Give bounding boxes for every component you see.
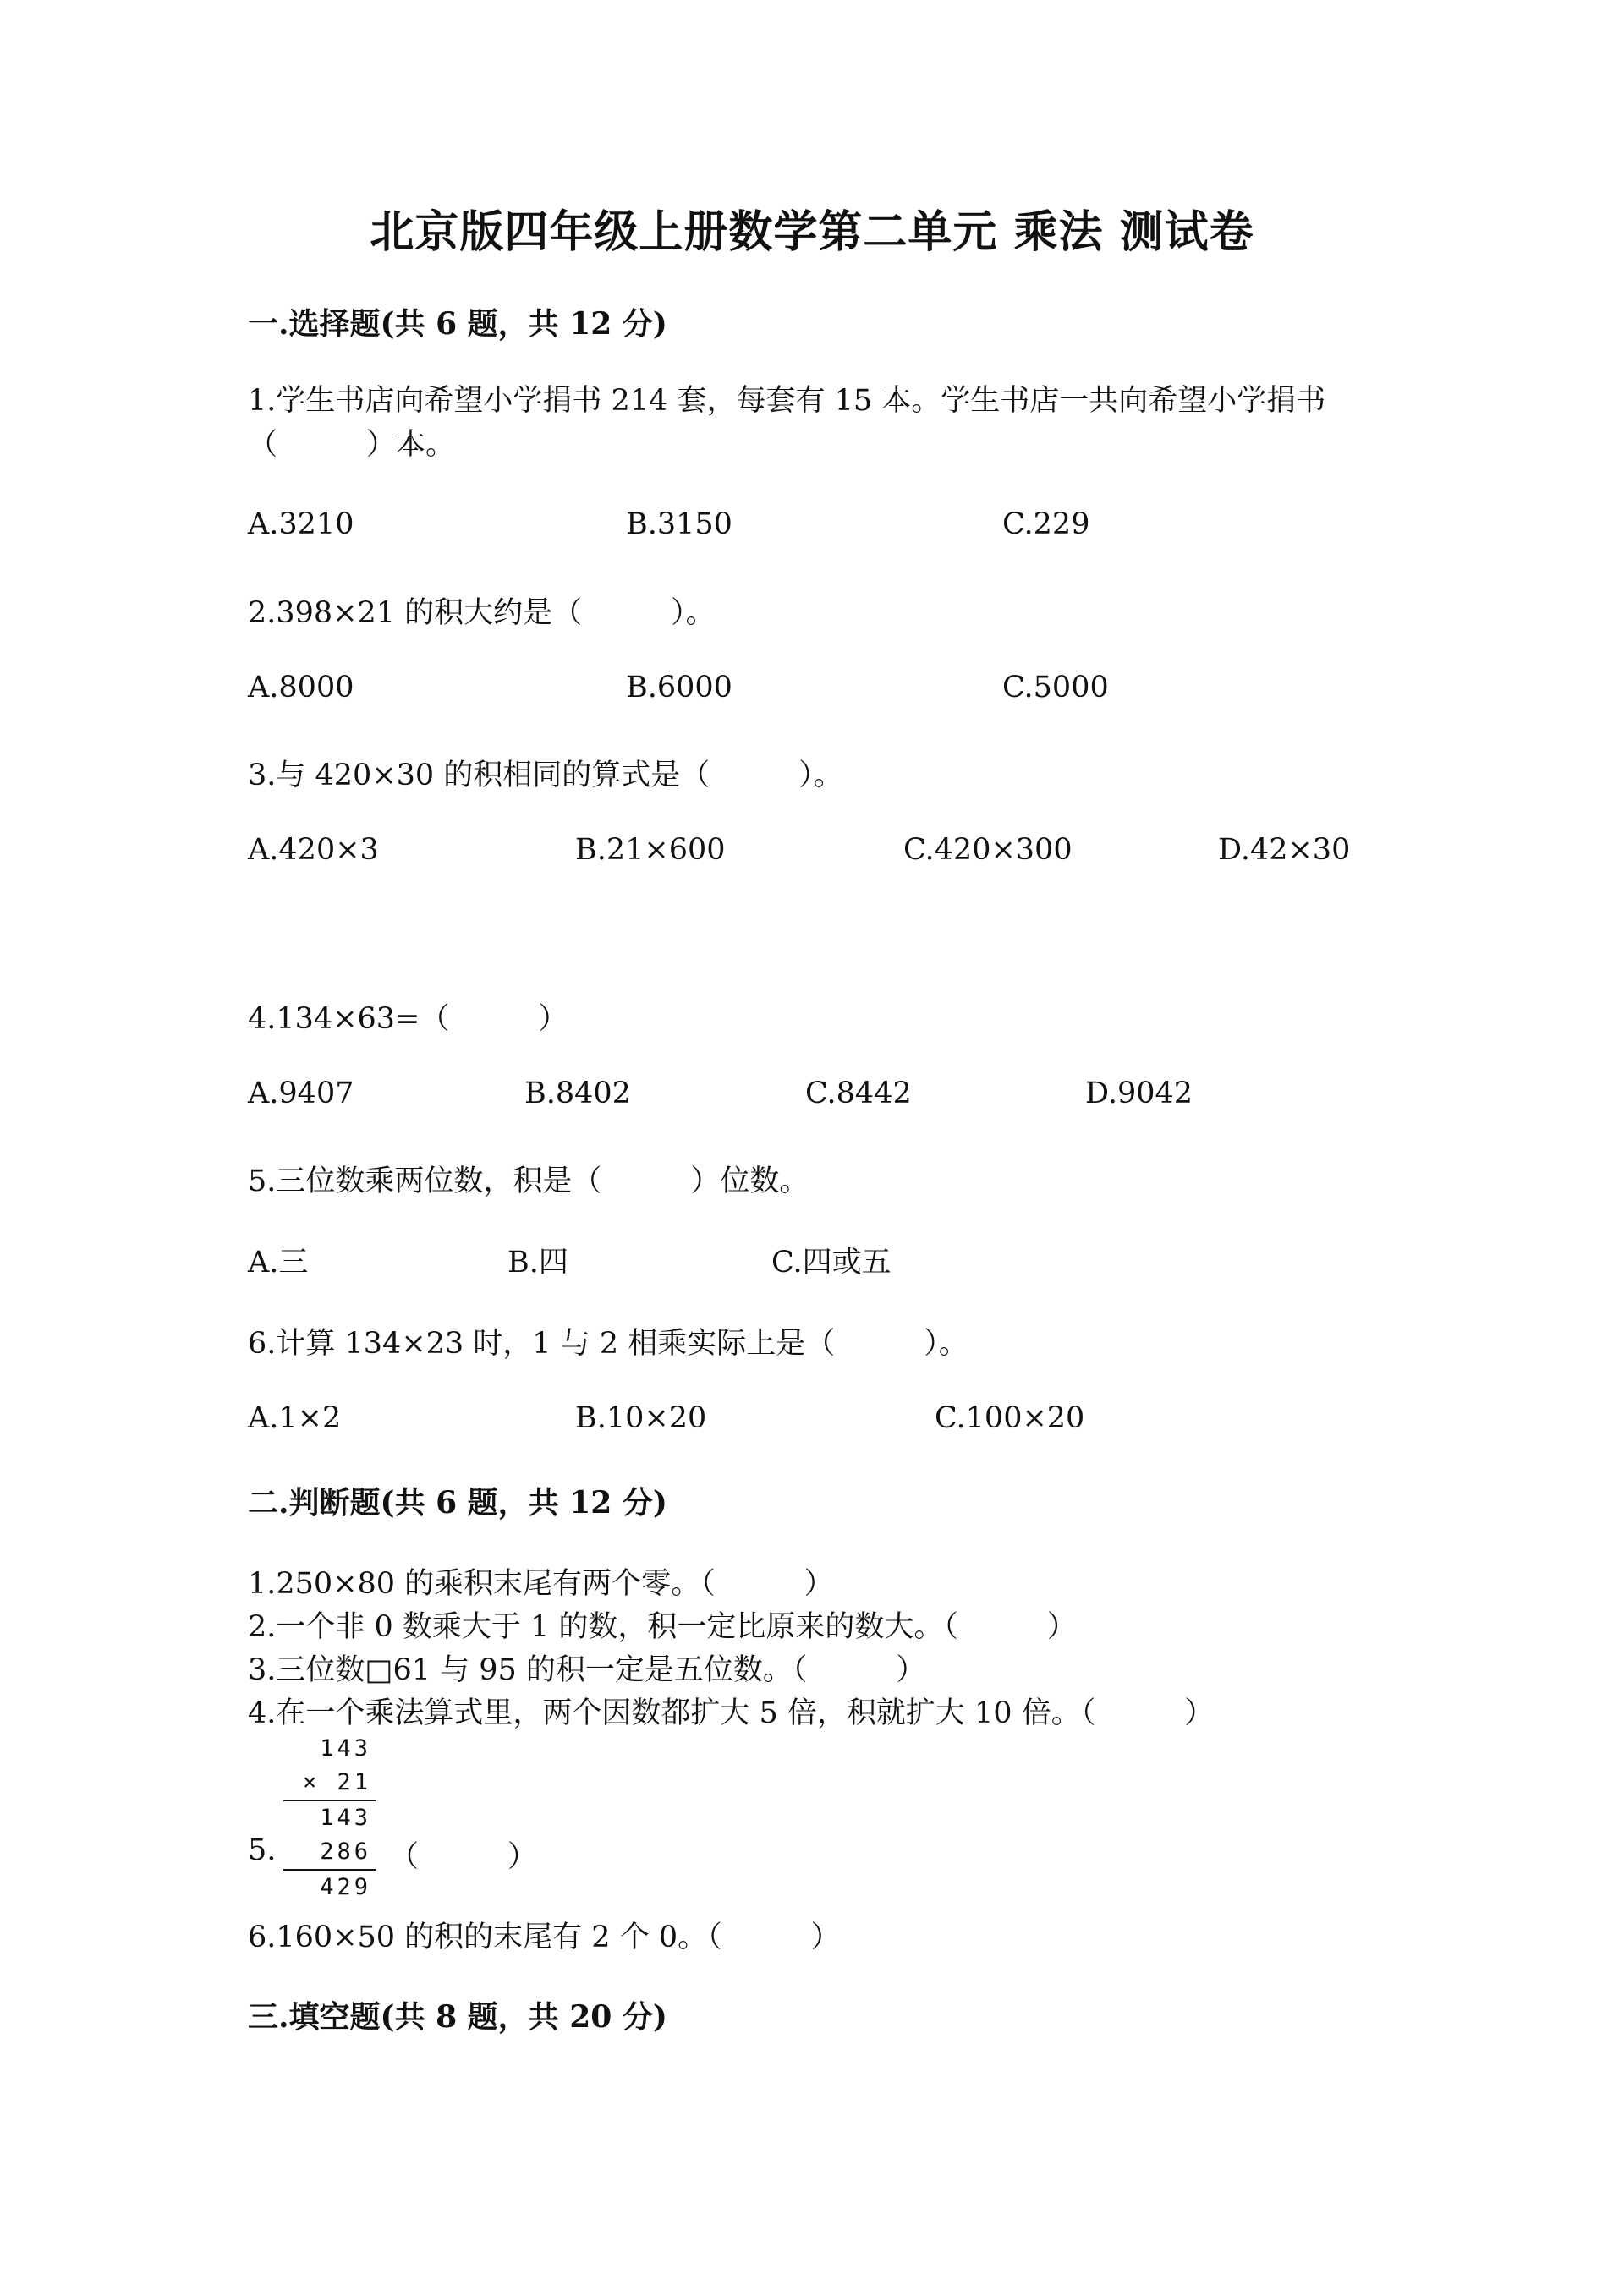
judge-item-2: 2.一个非 0 数乘大于 1 的数，积一定比原来的数大。（ ） <box>248 1610 1077 1644</box>
vertical-result: 429 <box>283 1869 376 1904</box>
choice-question-5: 5.三位数乘两位数，积是（ ）位数。 <box>248 1164 809 1198</box>
choice-question-4: 4.134×63=（ ） <box>248 1002 568 1036</box>
choice-3-option-c: C.420×300 <box>903 833 1073 867</box>
choice-5-option-a: A.三 <box>248 1246 309 1280</box>
choice-4-option-b: B.8402 <box>524 1077 631 1110</box>
choice-6-option-b: B.10×20 <box>575 1401 707 1435</box>
choice-1-option-a: A.3210 <box>248 507 354 541</box>
section-heading-choice: 一.选择题(共 6 题，共 12 分) <box>248 306 667 342</box>
judge-item-3: 3.三位数□61 与 95 的积一定是五位数。（ ） <box>248 1653 926 1687</box>
choice-1-option-b: B.3150 <box>626 507 732 541</box>
choice-4-option-d: D.9042 <box>1085 1077 1193 1110</box>
choice-5-option-b: B.四 <box>508 1246 568 1280</box>
judge-item-5-blank: （ ） <box>389 1840 538 1874</box>
choice-question-6: 6.计算 134×23 时，1 与 2 相乘实际上是（ ）。 <box>248 1327 968 1361</box>
judge-item-5-number: 5. <box>248 1833 277 1867</box>
choice-6-option-a: A.1×2 <box>248 1401 342 1435</box>
vertical-multiplier: × 21 <box>302 1769 371 1795</box>
judge-item-6: 6.160×50 的积的末尾有 2 个 0。（ ） <box>248 1921 841 1954</box>
choice-3-option-b: B.21×600 <box>575 833 726 867</box>
section-heading-judge: 二.判断题(共 6 题，共 12 分) <box>248 1485 667 1521</box>
choice-2-option-a: A.8000 <box>248 671 354 704</box>
choice-1-option-c: C.229 <box>1002 507 1090 541</box>
page-title: 北京版四年级上册数学第二单元 乘法 测试卷 <box>370 206 1254 258</box>
choice-6-option-c: C.100×20 <box>935 1401 1085 1435</box>
choice-question-3: 3.与 420×30 的积相同的算式是（ ）。 <box>248 759 843 792</box>
choice-question-2: 2.398×21 的积大约是（ ）。 <box>248 596 716 630</box>
vertical-partial-1: 143 <box>283 1800 376 1835</box>
choice-2-option-b: B.6000 <box>626 671 732 704</box>
choice-5-option-c: C.四或五 <box>771 1246 892 1280</box>
vertical-multiplicand: 143 <box>320 1735 371 1762</box>
vertical-multiplication <box>283 1732 376 1904</box>
choice-2-option-c: C.5000 <box>1002 671 1109 704</box>
choice-question-1: 1.学生书店向希望小学捐书 214 套，每套有 15 本。学生书店一共向希望小学捐书（ ）本。 <box>248 384 1326 462</box>
vertical-partial-2: 286 <box>320 1838 371 1865</box>
choice-4-option-a: A.9407 <box>248 1077 354 1110</box>
judge-item-4: 4.在一个乘法算式里，两个因数都扩大 5 倍，积就扩大 10 倍。（ ） <box>248 1696 1215 1730</box>
choice-4-option-c: C.8442 <box>805 1077 912 1110</box>
section-heading-fill: 三.填空题(共 8 题，共 20 分) <box>248 1999 667 2035</box>
judge-item-1: 1.250×80 的乘积末尾有两个零。（ ） <box>248 1567 834 1601</box>
choice-3-option-a: A.420×3 <box>248 833 379 867</box>
choice-3-option-d: D.42×30 <box>1218 833 1351 867</box>
